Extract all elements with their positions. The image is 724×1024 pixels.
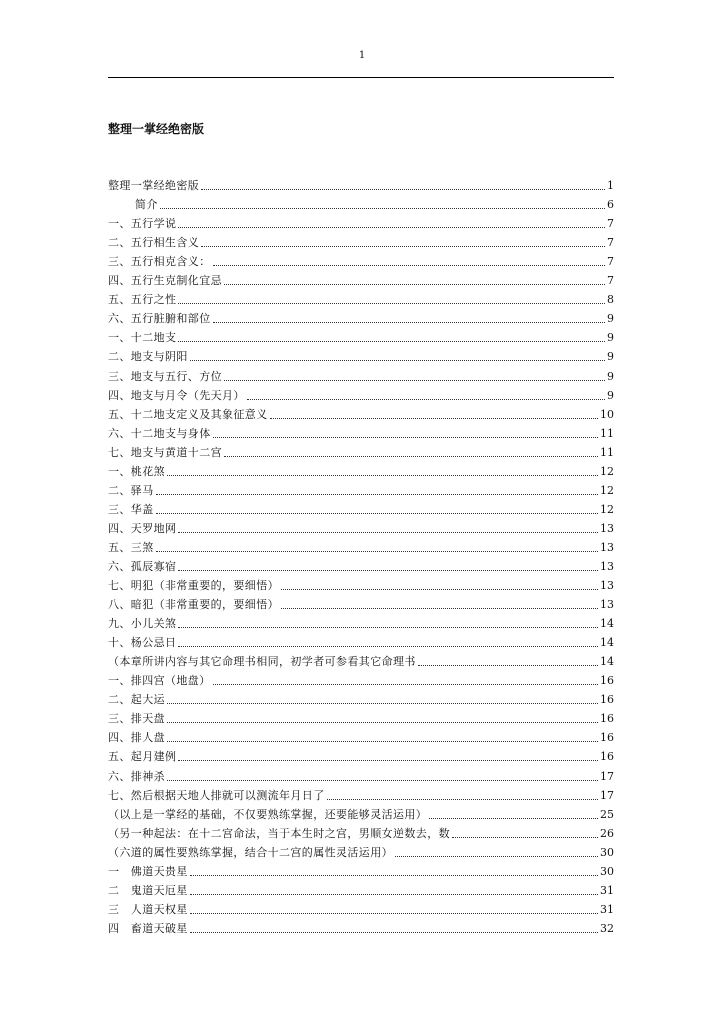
toc-dot-leader — [247, 399, 605, 400]
toc-dot-leader — [452, 837, 598, 838]
toc-entry[interactable] — [108, 364, 614, 383]
toc-dot-leader — [156, 513, 598, 514]
toc-entry-label: 五、十二地支定义及其象征意义 — [108, 407, 268, 421]
toc-entry-label: 二、地支与阴阳 — [108, 350, 188, 364]
toc-entry-label: 七、然后根据天地人排就可以测流年月日了 — [108, 788, 325, 802]
toc-entry-label: 八、暗犯（非常重要的，要细悟） — [108, 598, 279, 612]
toc-entry-label: 二、起大运 — [108, 693, 165, 707]
toc-entry-label: 一、桃花煞 — [108, 464, 165, 478]
toc-entry[interactable] — [108, 212, 614, 231]
toc-entry-page-number: 13 — [600, 579, 614, 593]
toc-entry-page-number: 12 — [600, 464, 614, 478]
toc-entry-label: （六道的属性要熟练掌握，结合十二宫的属性灵活运用） — [108, 845, 393, 859]
toc-entry-label: 二、五行相生含义 — [108, 236, 200, 250]
page-number: 1 — [358, 50, 366, 61]
toc-entry-label: 六、排神杀 — [108, 769, 165, 783]
toc-dot-leader — [395, 856, 598, 857]
toc-dot-leader — [270, 418, 598, 419]
toc-dot-leader — [178, 532, 598, 533]
toc-dot-leader — [160, 208, 605, 209]
toc-entry-label: 四 畜道天破星 — [108, 921, 188, 935]
toc-entry-page-number: 6 — [607, 198, 614, 212]
toc-entry-page-number: 14 — [600, 617, 614, 631]
toc-dot-leader — [213, 684, 598, 685]
toc-dot-leader — [190, 360, 605, 361]
toc-entry-page-number: 7 — [607, 255, 614, 269]
toc-entry[interactable] — [108, 822, 614, 841]
toc-entry[interactable] — [108, 764, 614, 783]
toc-entry[interactable] — [108, 250, 614, 269]
toc-entry-page-number: 7 — [607, 217, 614, 231]
toc-dot-leader — [178, 760, 598, 761]
toc-entry[interactable] — [108, 574, 614, 593]
toc-entry-page-number: 25 — [600, 807, 614, 821]
toc-entry[interactable] — [108, 726, 614, 745]
toc-entry[interactable] — [108, 174, 614, 193]
toc-entry[interactable] — [108, 745, 614, 764]
document-title: 整理一掌经绝密版 — [108, 122, 205, 136]
toc-dot-leader — [201, 246, 605, 247]
toc-entry-page-number: 13 — [600, 540, 614, 554]
toc-entry[interactable] — [108, 460, 614, 479]
toc-entry-label: （本章所讲内容与其它命理书相同，初学者可参看其它命理书 — [108, 655, 416, 669]
toc-entry-page-number: 9 — [607, 331, 614, 345]
toc-entry-page-number: 13 — [600, 521, 614, 535]
toc-dot-leader — [167, 741, 598, 742]
toc-entry-label: 五、三煞 — [108, 540, 154, 554]
toc-entry-label: 四、五行生克制化宜忌 — [108, 274, 222, 288]
toc-entry[interactable] — [108, 384, 614, 403]
toc-entry[interactable] — [108, 612, 614, 631]
toc-entry[interactable] — [108, 860, 614, 879]
toc-entry-page-number: 10 — [600, 407, 614, 421]
toc-entry-label: 五、五行之性 — [108, 293, 177, 307]
toc-entry-page-number: 1 — [607, 179, 614, 193]
toc-entry-label: 六、五行脏腑和部位 — [108, 312, 211, 326]
toc-entry-page-number: 16 — [600, 674, 614, 688]
toc-entry-label: 一、十二地支 — [108, 331, 177, 345]
toc-entry-page-number: 12 — [600, 483, 614, 497]
toc-entry[interactable] — [108, 193, 614, 212]
toc-entry-page-number: 7 — [607, 236, 614, 250]
toc-dot-leader — [178, 646, 598, 647]
toc-entry[interactable] — [108, 555, 614, 574]
toc-entry[interactable] — [108, 593, 614, 612]
toc-entry-label: 六、孤辰寡宿 — [108, 559, 177, 573]
toc-entry-page-number: 17 — [600, 788, 614, 802]
toc-entry[interactable] — [108, 441, 614, 460]
toc-entry-label: 整理一掌经绝密版 — [108, 179, 200, 193]
toc-entry[interactable] — [108, 498, 614, 517]
toc-dot-leader — [190, 932, 598, 933]
toc-entry-label: 三、五行相克含义： — [108, 255, 211, 269]
toc-entry-label: 二、驿马 — [108, 483, 154, 497]
toc-entry-label: 三 人道天权星 — [108, 902, 188, 916]
toc-entry-page-number: 11 — [600, 445, 614, 459]
toc-entry-label: 九、小儿关煞 — [108, 617, 177, 631]
toc-entry-page-number: 31 — [600, 902, 614, 916]
toc-entry-page-number: 12 — [600, 502, 614, 516]
toc-entry-page-number: 9 — [607, 312, 614, 326]
toc-dot-leader — [327, 799, 598, 800]
toc-entry[interactable] — [108, 403, 614, 422]
toc-entry-page-number: 31 — [600, 883, 614, 897]
toc-entry[interactable] — [108, 669, 614, 688]
toc-dot-leader — [178, 627, 598, 628]
toc-entry-label: 一、排四宫（地盘） — [108, 674, 211, 688]
toc-entry-page-number: 26 — [600, 826, 614, 840]
toc-entry-page-number: 13 — [600, 559, 614, 573]
toc-entry-label: 七、地支与黄道十二宫 — [108, 445, 222, 459]
toc-dot-leader — [178, 303, 605, 304]
toc-entry[interactable] — [108, 688, 614, 707]
toc-entry-page-number: 11 — [600, 426, 614, 440]
toc-entry-label: 一 佛道天贵星 — [108, 864, 188, 878]
toc-entry-page-number: 30 — [600, 864, 614, 878]
toc-entry-label: （另一种起法：在十二宫命法，当于本生时之宫，男顺女逆数去，数 — [108, 826, 450, 840]
toc-entry-page-number: 7 — [607, 274, 614, 288]
toc-entry-page-number: 16 — [600, 731, 614, 745]
toc-entry[interactable] — [108, 517, 614, 536]
toc-dot-leader — [167, 780, 598, 781]
toc-entry-label: （以上是一掌经的基础，不仅要熟练掌握，还要能够灵活运用） — [108, 807, 428, 821]
header-rule — [108, 77, 614, 78]
toc-entry-page-number: 16 — [600, 750, 614, 764]
toc-entry-label: 三、排天盘 — [108, 712, 165, 726]
toc-entry[interactable] — [108, 898, 614, 917]
toc-entry-page-number: 14 — [600, 636, 614, 650]
toc-entry[interactable] — [108, 345, 614, 364]
toc-entry[interactable] — [108, 917, 614, 936]
toc-entry[interactable] — [108, 269, 614, 288]
toc-entry-label: 四、地支与月令（先天月） — [108, 388, 245, 402]
toc-dot-leader — [281, 608, 598, 609]
toc-entry-page-number: 14 — [600, 655, 614, 669]
toc-entry-page-number: 8 — [607, 293, 614, 307]
toc-entry[interactable] — [108, 841, 614, 860]
toc-entry[interactable] — [108, 879, 614, 898]
toc-dot-leader — [178, 341, 605, 342]
toc-entry-label: 四、排人盘 — [108, 731, 165, 745]
toc-dot-leader — [224, 380, 605, 381]
toc-dot-leader — [167, 475, 598, 476]
toc-dot-leader — [190, 913, 598, 914]
toc-entry-page-number: 17 — [600, 769, 614, 783]
toc-entry-label: 二 鬼道天厄星 — [108, 883, 188, 897]
table-of-contents — [108, 174, 614, 936]
toc-dot-leader — [178, 570, 598, 571]
toc-entry-label: 六、十二地支与身体 — [108, 426, 211, 440]
toc-entry[interactable] — [108, 307, 614, 326]
toc-dot-leader — [224, 456, 598, 457]
toc-entry-label: 三、华盖 — [108, 502, 154, 516]
toc-dot-leader — [429, 818, 598, 819]
toc-dot-leader — [281, 589, 598, 590]
toc-dot-leader — [156, 551, 598, 552]
toc-entry-page-number: 16 — [600, 693, 614, 707]
toc-entry[interactable] — [108, 326, 614, 345]
toc-entry-label: 七、明犯（非常重要的，要细悟） — [108, 579, 279, 593]
toc-entry[interactable] — [108, 803, 614, 822]
toc-entry-page-number: 9 — [607, 369, 614, 383]
toc-entry[interactable] — [108, 422, 614, 441]
toc-entry[interactable] — [108, 784, 614, 803]
toc-dot-leader — [167, 703, 598, 704]
toc-entry-label: 一、五行学说 — [108, 217, 177, 231]
toc-entry-label: 三、地支与五行、方位 — [108, 369, 222, 383]
toc-dot-leader — [190, 894, 598, 895]
toc-entry-page-number: 16 — [600, 712, 614, 726]
toc-entry[interactable] — [108, 231, 614, 250]
toc-entry-page-number: 30 — [600, 845, 614, 859]
toc-entry[interactable] — [108, 536, 614, 555]
toc-entry-page-number: 32 — [600, 921, 614, 935]
toc-entry-page-number: 9 — [607, 388, 614, 402]
toc-dot-leader — [213, 265, 605, 266]
toc-entry-label: 五、起月建例 — [108, 750, 177, 764]
toc-entry-page-number: 13 — [600, 598, 614, 612]
toc-entry[interactable] — [108, 631, 614, 650]
toc-dot-leader — [213, 437, 598, 438]
toc-dot-leader — [178, 227, 605, 228]
toc-entry-label: 四、天罗地网 — [108, 521, 177, 535]
toc-dot-leader — [167, 722, 598, 723]
toc-dot-leader — [213, 322, 605, 323]
toc-entry-page-number: 9 — [607, 350, 614, 364]
toc-dot-leader — [156, 494, 598, 495]
toc-entry-label: 简介 — [135, 198, 158, 212]
toc-entry[interactable] — [108, 288, 614, 307]
toc-entry-label: 十、杨公忌日 — [108, 636, 177, 650]
toc-dot-leader — [201, 189, 605, 190]
toc-entry[interactable] — [108, 479, 614, 498]
toc-dot-leader — [224, 284, 605, 285]
toc-dot-leader — [418, 665, 598, 666]
toc-dot-leader — [190, 875, 598, 876]
toc-entry[interactable] — [108, 650, 614, 669]
toc-entry[interactable] — [108, 707, 614, 726]
